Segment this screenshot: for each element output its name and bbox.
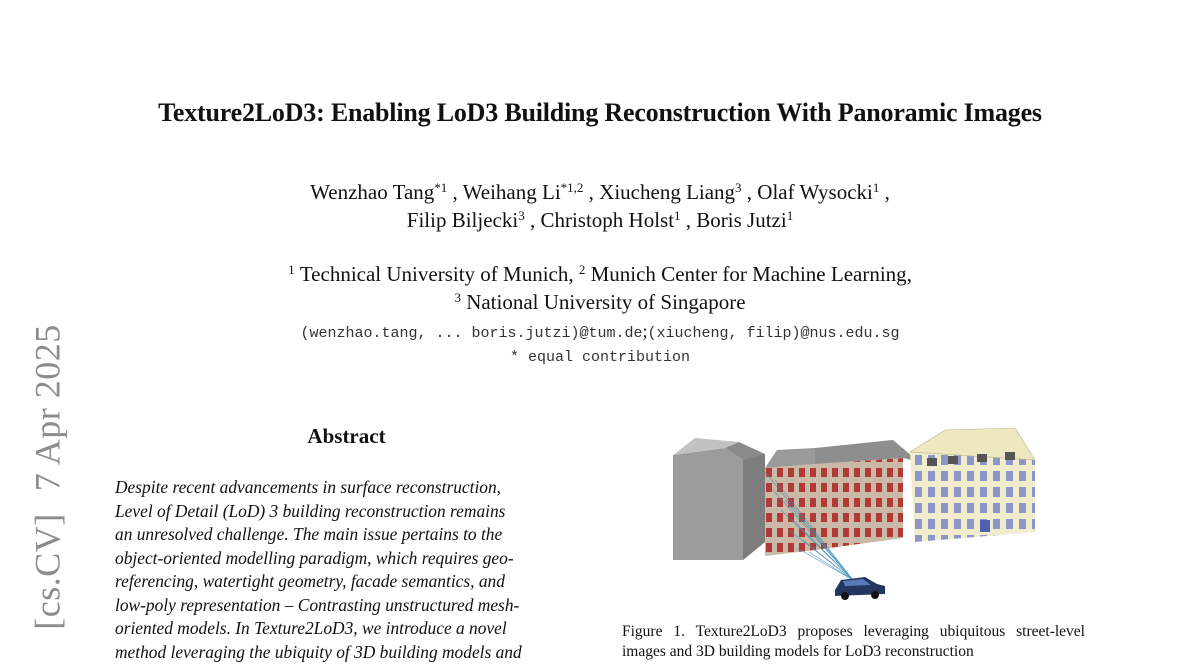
arxiv-category: [cs.CV] [28, 513, 68, 629]
abstract-line: low-poly representation – Contrasting unstructured mesh- [115, 594, 578, 618]
abstract-line: referencing, watertight geometry, facade semantics, and [115, 570, 578, 594]
author-affil-mark: *1 [434, 180, 447, 195]
affiliation-line-1 [0, 260, 1200, 288]
affiliation-name: Technical University of Munich, [300, 262, 574, 286]
email-tum: (wenzhao.tang, ... boris.jutzi)@tum.de [300, 325, 642, 342]
equal-contribution-note: * equal contribution [0, 349, 1200, 366]
affiliation-mark: 2 [579, 262, 586, 277]
author-affil-mark: 1 [674, 208, 681, 223]
figure-caption: Figure 1. Texture2LoD3 proposes leveraging ubiquitous street-level images and 3D building models for LoD3 reconstruction [622, 622, 1085, 662]
affiliation-mark: 3 [454, 290, 461, 305]
abstract-line: an unresolved challenge. The main issue pertains to the [115, 523, 578, 547]
author-list [0, 178, 1200, 234]
paper-title: Texture2LoD3: Enabling LoD3 Building Reconstruction With Panoramic Images [0, 98, 1200, 128]
abstract-body [115, 476, 578, 664]
author-affil-mark: 3 [735, 180, 742, 195]
affiliation-line-2 [0, 288, 1200, 316]
affiliations [0, 260, 1200, 316]
author-line-1: Wenzhao Tang$^{*1}$ , Weihang Li$^{*1,2}$ , Xiucheng Liang$^3$ , Olaf Wysocki$^1$ , [0, 178, 1200, 206]
building-right-block [910, 428, 1035, 542]
abstract-line: object-oriented modelling paradigm, which requires geo- [115, 547, 578, 571]
author-name: Filip Biljecki [407, 208, 518, 232]
building-middle-block [765, 440, 919, 556]
survey-car [835, 577, 885, 600]
author-name: Wenzhao Tang [310, 180, 434, 204]
author-name: Xiucheng Liang [599, 180, 735, 204]
email-nus: (xiucheng, filip)@nus.edu.sg [648, 325, 900, 342]
email-separator: ; [643, 321, 648, 341]
author-affil-mark: 1 [873, 180, 880, 195]
abstract-line: Level of Detail (LoD) 3 building reconstruction remains [115, 500, 578, 524]
author-name: Boris Jutzi [696, 208, 786, 232]
abstract-heading: Abstract [115, 424, 578, 449]
author-emails [0, 321, 1200, 342]
arxiv-date: 7 Apr 2025 [28, 324, 68, 491]
author-name: Weihang Li [463, 180, 561, 204]
affiliation-name: Munich Center for Machine Learning, [591, 262, 912, 286]
affiliation-mark: 1 [288, 262, 295, 277]
abstract-line: Despite recent advancements in surface reconstruction, [115, 476, 578, 500]
author-affil-mark: 3 [518, 208, 525, 223]
affiliation-name: National University of Singapore [466, 290, 745, 314]
author-name: Olaf Wysocki [757, 180, 873, 204]
figure-1-illustration [665, 420, 1045, 605]
building-left-block [673, 438, 765, 560]
abstract-line: method leveraging the ubiquity of 3D building models and [115, 641, 578, 664]
author-affil-mark: 1 [787, 208, 794, 223]
author-name: Christoph Holst [540, 208, 674, 232]
author-affil-mark: *1,2 [561, 180, 584, 195]
author-line-2: Filip Biljecki$^3$ , Christoph Holst$^1$ , Boris Jutzi$^1$ [0, 206, 1200, 234]
abstract-line: oriented models. In Texture2LoD3, we introduce a novel [115, 617, 578, 641]
